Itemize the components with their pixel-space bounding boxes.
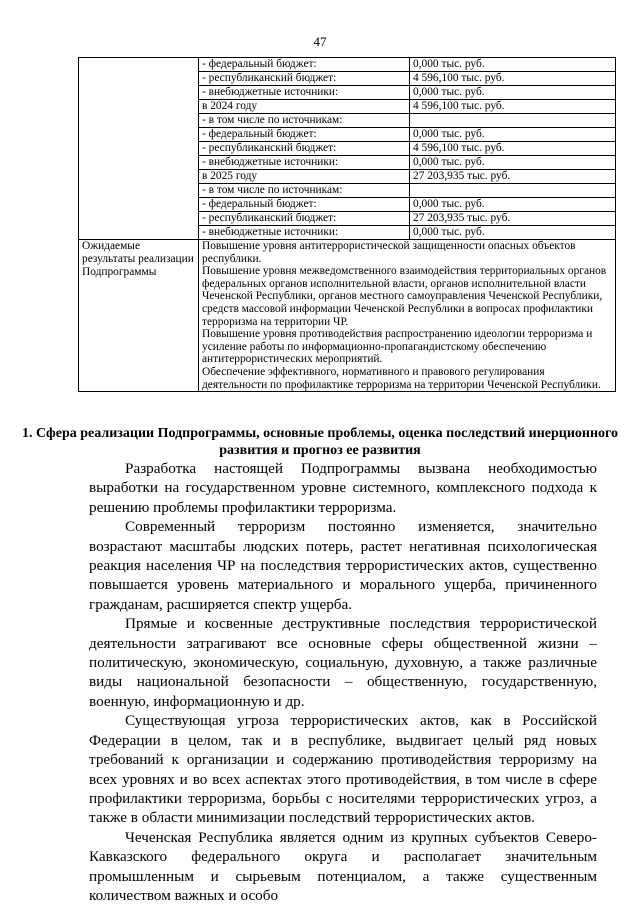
results-paragraph: Повышение уровня межведомственного взаимодействия территориальных органов федеральных органов исполнительной власти, органов исполнительной власти Чеченской Республики, органов местного самоуправления Чеченской Республики, средств массовой информации Чеченской Республики в вопросах профилактики терроризма на территории ЧР. [202,265,607,328]
body-text [89,459,597,905]
row-value: 0,000 тыс. руб. [410,128,616,142]
results-label: Ожидаемые результаты реализации Подпрограммы [79,240,199,392]
row-label: - в том числе по источникам: [199,184,410,198]
row-value: 4 596,100 тыс. руб. [410,100,616,114]
body-paragraph: Современный терроризм постоянно изменяется, значительно возрастают масштабы людских потерь, растет негативная психологическая реакция населения ЧР на последствия террористических актов, существенно повышается уровень материального и морального ущерба, причиненного гражданам, расширяется спектр ущерба. [89,518,597,613]
row-label: - внебюджетные источники: [199,86,410,100]
row-label: - федеральный бюджет: [199,128,410,142]
row-label: - в том числе по источникам: [199,114,410,128]
row-value: 4 596,100 тыс. руб. [410,142,616,156]
row-value: 4 596,100 тыс. руб. [410,72,616,86]
row-value: 27 203,935 тыс. руб. [410,170,616,184]
row-label: - республиканский бюджет: [199,142,410,156]
results-row [79,240,616,392]
row-label: - федеральный бюджет: [199,198,410,212]
row-value: 0,000 тыс. руб. [410,86,616,100]
results-paragraph: Повышение уровня антитеррористической защищенности опасных объектов республики. [202,240,576,265]
row-label: - внебюджетные источники: [199,226,410,240]
row-value: 0,000 тыс. руб. [410,198,616,212]
row-label: - внебюджетные источники: [199,156,410,170]
row-label: - республиканский бюджет: [199,212,410,226]
body-paragraph: Чеченская Республика является одним из крупных субъектов Северо-Кавказского федерального округа и располагает значительным промышленным и сырьевым потенциалом, а также существенным количеством важных и особо [89,828,597,904]
body-paragraph: Существующая угроза террористических актов, как в Российской Федерации в целом, так и в республике, выдвигает целый ряд новых требований к организации и содержанию противодействия терроризму на всех уровнях и во всех аспектах этого противодействия, в том числе в сфере профилактики терроризма, борьбы с носителями террористических угроз, а также в области минимизации последствий террористических актов. [89,712,597,827]
row-label: - республиканский бюджет: [199,72,410,86]
row-value: 27 203,935 тыс. руб. [410,212,616,226]
row-label: в 2024 году [199,100,410,114]
row-label: - федеральный бюджет: [199,58,410,72]
section-heading: 1. Сфера реализации Подпрограммы, основные проблемы, оценка последствий инерционного развития и прогноз ее развития [21,426,619,458]
results-cell [199,240,616,392]
row-value: 0,000 тыс. руб. [410,156,616,170]
row-value: 0,000 тыс. руб. [410,226,616,240]
results-paragraph: Повышение уровня противодействия распространению идеологии терроризма и усиление работы по информационно-пропагандистскому обеспечению антитеррористических мероприятий. [202,328,593,366]
funding-table [78,57,616,392]
page-number: 47 [313,34,327,49]
results-paragraph: Обеспечение эффективного, нормативного и правового регулирования деятельности по профилактике терроризма на территории Чеченской Республики. [202,365,601,391]
row-value [410,114,616,128]
row-value [410,184,616,198]
row-label: в 2025 году [199,170,410,184]
table-left-blank-cell [79,58,199,240]
row-value: 0,000 тыс. руб. [410,58,616,72]
body-paragraph: Разработка настоящей Подпрограммы вызвана необходимостью выработки на государственном уровне системного, комплексного подхода к решению проблемы профилактики терроризма. [89,460,597,516]
table-row [79,58,616,72]
body-paragraph: Прямые и косвенные деструктивные последствия террористической деятельности затрагивают все основные сферы общественной жизни – политическую, экономическую, социальную, духовную, а также различные виды национальной безопасности – общественную, государственную, военную, информационную и др. [89,615,597,710]
